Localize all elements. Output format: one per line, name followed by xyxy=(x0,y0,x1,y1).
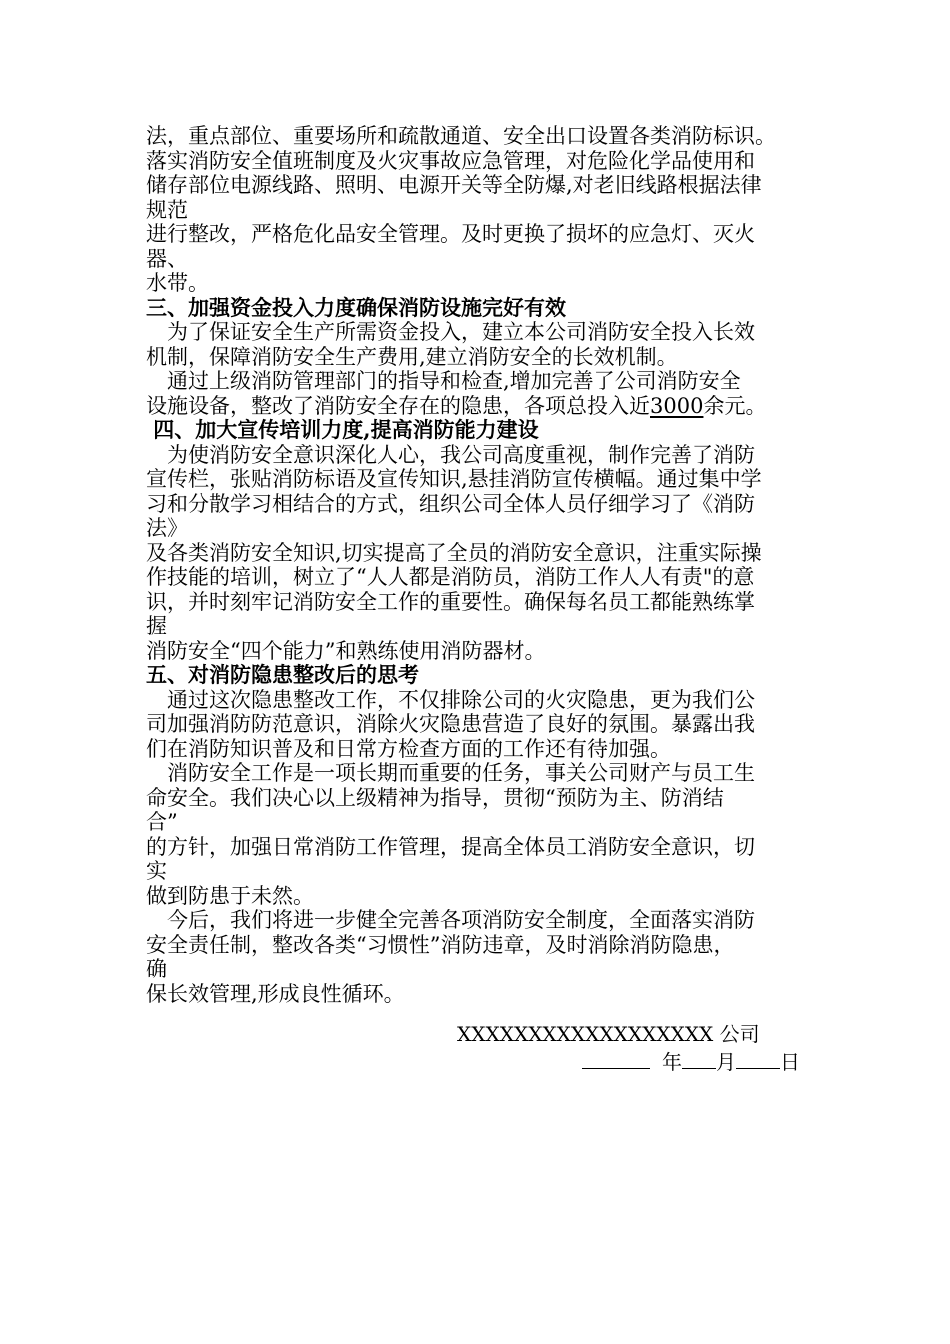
body-line: 为使消防安全意识深化人心，我公司高度重视，制作完善了消防 xyxy=(146,442,755,467)
body-line: 确 xyxy=(146,957,167,981)
body-line: 今后，我们将进一步健全完善各项消防安全制度，全面落实消防 xyxy=(146,908,755,932)
document-body xyxy=(146,124,810,1006)
signature-company: XXXXXXXXXXXXXXXXXX 公司 xyxy=(457,1022,760,1046)
amount-suffix: 余元。 xyxy=(703,393,767,418)
year-label: 年 xyxy=(662,1050,682,1074)
body-line: 通过这次隐患整改工作，不仅排除公司的火灾隐患，更为我们公 xyxy=(146,687,755,712)
body-line: 进行整改，严格危化品安全管理。及时更换了损坏的应急灯、灭火 xyxy=(146,222,755,246)
body-line: 合” xyxy=(146,810,178,834)
body-line: 储存部位电源线路、照明、电源开关等全防爆,对老旧线路根据法律 xyxy=(146,173,762,197)
body-line: 的方针，加强日常消防工作管理，提高全体员工消防安全意识，切 xyxy=(146,834,755,859)
body-line: 器、 xyxy=(146,246,188,271)
body-line: 为了保证安全生产所需资金投入，建立本公司消防安全投入长效 xyxy=(146,320,755,344)
month-label: 月 xyxy=(716,1050,736,1074)
body-line: 习和分散学习相结合的方式，组织公司全体人员仔细学习了《消防 xyxy=(146,491,755,516)
signature-date xyxy=(582,1048,800,1074)
body-line: 作技能的培训，树立了“人人都是消防员，消防工作人人有责"的意 xyxy=(146,565,755,589)
body-line: 规范 xyxy=(146,197,188,222)
body-line: 宣传栏，张贴消防标语及宣传知识,悬挂消防宣传横幅。通过集中学 xyxy=(146,467,762,491)
body-line: 法》 xyxy=(146,516,188,540)
body-line: 握 xyxy=(146,614,167,638)
body-line: 水带。 xyxy=(146,271,209,295)
body-line: 消防安全“四个能力”和熟练使用消防器材。 xyxy=(146,638,546,663)
section-heading-3: 三、加强资金投入力度确保消防设施完好有效 xyxy=(146,294,566,320)
body-line: 保长效管理,形成良性循环。 xyxy=(146,981,405,1006)
day-label: 日 xyxy=(780,1050,800,1074)
body-line: 命安全。我们决心以上级精神为指导，贯彻“预防为主、防消结 xyxy=(146,785,724,810)
body-line: 落实消防安全值班制度及火灾事故应急管理，对危险化学品使用和 xyxy=(146,148,755,173)
body-line: 法，重点部位、重要场所和疏散通道、安全出口设置各类消防标识。 xyxy=(146,124,776,148)
body-line: 们在消防知识普及和日常方检查方面的工作还有待加强。 xyxy=(146,736,671,761)
year-blank xyxy=(582,1048,650,1069)
section-heading-4: 四、加大宣传培训力度,提高消防能力建设 xyxy=(146,417,539,442)
body-line: 安全责任制，整改各类“习惯性”消防违章，及时消除消防隐患， xyxy=(146,932,735,957)
investment-amount: 3000 xyxy=(650,393,704,418)
body-line: 实 xyxy=(146,859,167,883)
body-line: 机制，保障消防安全生产费用,建立消防安全的长效机制。 xyxy=(146,344,678,369)
body-line: 通过上级消防管理部门的指导和检查,增加完善了公司消防安全 xyxy=(146,369,741,393)
body-line-text: 设施设备，整改了消防安全存在的隐患，各项总投入近 xyxy=(146,393,650,418)
body-line-amount xyxy=(146,394,810,419)
month-blank xyxy=(682,1048,716,1069)
section-heading-5: 五、对消防隐患整改后的思考 xyxy=(146,662,419,687)
body-line: 及各类消防安全知识,切实提高了全员的消防安全意识，注重实际操 xyxy=(146,540,762,565)
body-line: 消防安全工作是一项长期而重要的任务，事关公司财产与员工生 xyxy=(146,761,755,785)
body-line: 做到防患于未然。 xyxy=(146,883,314,908)
day-blank xyxy=(736,1048,780,1069)
body-line: 司加强消防防范意识，消除火灾隐患营造了良好的氛围。暴露出我 xyxy=(146,712,755,736)
body-line: 识，并时刻牢记消防安全工作的重要性。确保每名员工都能熟练掌 xyxy=(146,589,755,614)
